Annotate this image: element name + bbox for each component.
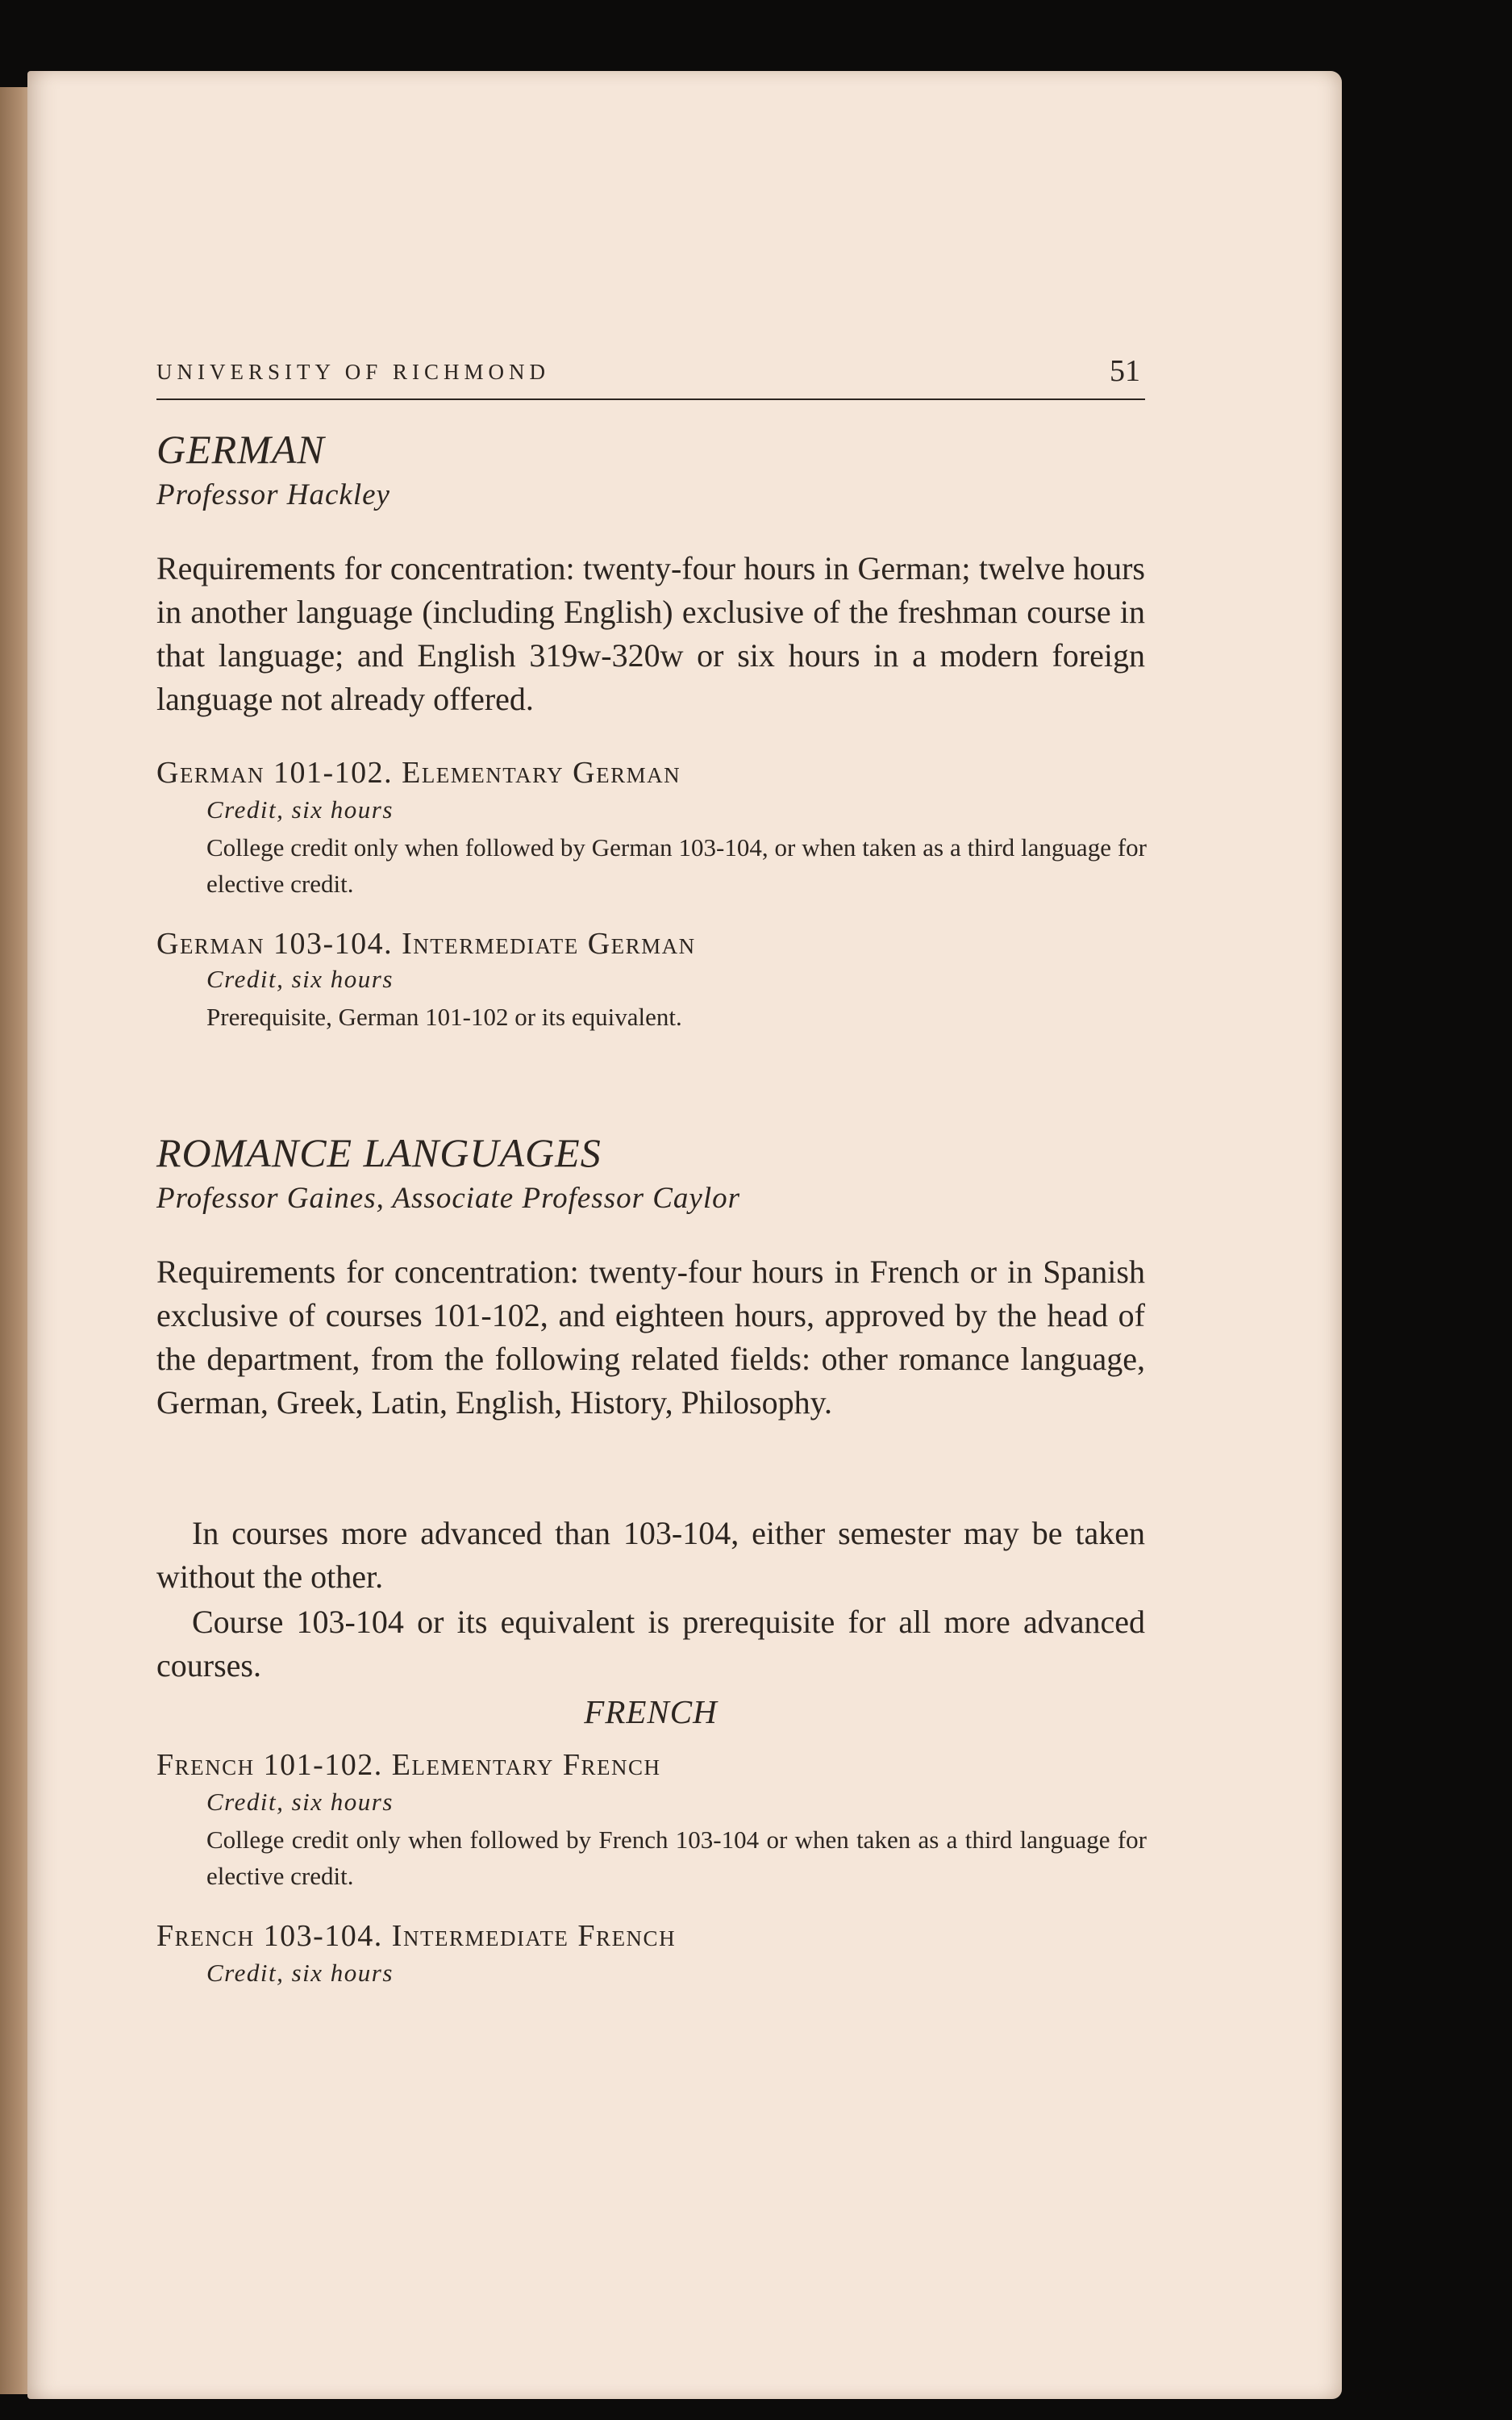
course-credit: Credit, six hours <box>206 1959 394 1987</box>
romance-note-semester: In courses more advanced than 103-104, either semester may be taken without the other. <box>156 1515 1145 1595</box>
french-subheading: FRENCH <box>584 1693 718 1730</box>
german-professor: Professor Hackley <box>156 478 390 511</box>
course-title: French 103-104. Intermediate French <box>156 1919 677 1953</box>
course-description: College credit only when followed by French 103-104 or when taken as a third language for elective credit. <box>206 1825 1147 1890</box>
course-credit: Credit, six hours <box>206 965 394 993</box>
course-description: Prerequisite, German 101-102 or its equivalent. <box>206 1003 682 1031</box>
romance-professors: Professor Gaines, Associate Professor Caylor <box>156 1182 741 1215</box>
page-header <box>156 354 1145 400</box>
german-requirements: Requirements for concentration: twenty-four hours in German; twelve hours in another language (including English) exclusive of the freshman course in that language; and English 319w-320w or six hours in a modern foreign language not already offered. <box>156 550 1145 717</box>
running-head: UNIVERSITY OF RICHMOND <box>156 360 551 384</box>
romance-requirements: Requirements for concentration: twenty-four hours in French or in Spanish exclusive of courses 101-102, and eighteen hours, approved by the head of the department, from the following related fields: other romance language, German, Greek, Latin, English, History, Philosophy. <box>156 1254 1145 1421</box>
page-number: 51 <box>1110 354 1140 388</box>
romance-note-prerequisite: Course 103-104 or its equivalent is prerequisite for all more advanced courses. <box>156 1604 1145 1684</box>
romance-languages-heading: ROMANCE LANGUAGES <box>156 1130 602 1175</box>
course-title: German 103-104. Intermediate German <box>156 927 696 961</box>
course-title: French 101-102. Elementary French <box>156 1748 661 1782</box>
course-credit: Credit, six hours <box>206 795 394 824</box>
course-description: College credit only when followed by German 103-104, or when taken as a third language for elective credit. <box>206 833 1147 898</box>
german-heading: GERMAN <box>156 427 325 472</box>
book-page <box>27 71 1342 2399</box>
course-credit: Credit, six hours <box>206 1788 394 1816</box>
course-title: German 101-102. Elementary German <box>156 756 681 790</box>
